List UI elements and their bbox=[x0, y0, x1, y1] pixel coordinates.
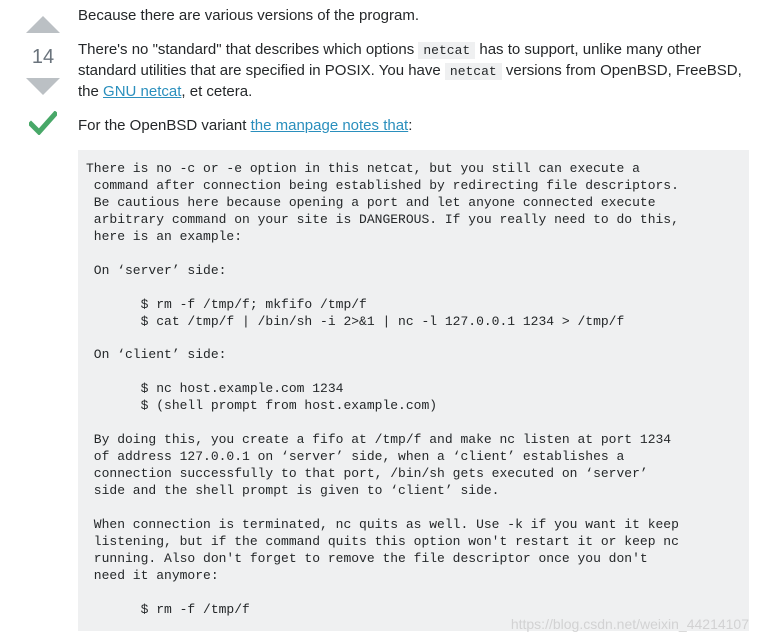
answer-body bbox=[78, 6, 750, 631]
answer-paragraph-1: Because there are various versions of the program. bbox=[78, 7, 420, 24]
inline-code: netcat bbox=[445, 63, 502, 80]
text: has to support, unlike many other standard utilities that are specified in POSIX. You have bbox=[78, 41, 702, 79]
arrow-down-icon[interactable] bbox=[26, 78, 60, 95]
text: For the OpenBSD variant bbox=[78, 117, 251, 134]
watermark: https://blog.csdn.net/weixin_44214107 bbox=[510, 616, 749, 632]
inline-code: netcat bbox=[418, 42, 475, 59]
text: : bbox=[408, 117, 413, 134]
answer-paragraph-2 bbox=[78, 40, 750, 102]
gnu-netcat-link[interactable]: GNU netcat bbox=[103, 83, 182, 100]
manpage-link[interactable]: the manpage notes that bbox=[250, 117, 409, 134]
text: There's no "standard" that describes which options bbox=[78, 41, 419, 58]
answer-paragraph-3 bbox=[78, 116, 750, 136]
checkmark-icon bbox=[29, 111, 57, 135]
vote-count: 14 bbox=[31, 46, 55, 68]
text: , et cetera. bbox=[181, 83, 253, 100]
arrow-up-icon[interactable] bbox=[26, 16, 60, 33]
vote-cell bbox=[22, 12, 64, 135]
text: versions from OpenBSD, FreeBSD, the bbox=[78, 62, 742, 100]
code-block: There is no -c or -e option in this netcat, but you still can execute a command after connection being established by redirecting file descriptors. Be cautious here because opening a port and let anyone connected execute arbitrary command on your site is DANGEROUS. If you really need to do this, here is an example: On ‘server’ side: $ rm -f /tmp/f; mkfifo /tmp/f $ cat /tmp/f | /bin/sh -i 2>&1 | nc -l 127.0.0.1 1234 > /tmp/f On ‘client’ side: $ nc host.example.com 1234 $ (shell prompt from host.example.com) By doing this, you create a fifo at /tmp/f and make nc listen at port 1234 of address 127.0.0.1 on ‘server’ side, when a ‘client’ establishes a connection successfully to that port, /bin/sh gets executed on ‘server’ side and the shell prompt is given to ‘client’ side. When connection is terminated, nc quits as well. Use -k if you want it keep listening, but if the command quits this option won't restart it or keep nc running. Also don't forget to remove the file descriptor once you don't need it anymore: $ rm -f /tmp/f bbox=[78, 150, 749, 631]
